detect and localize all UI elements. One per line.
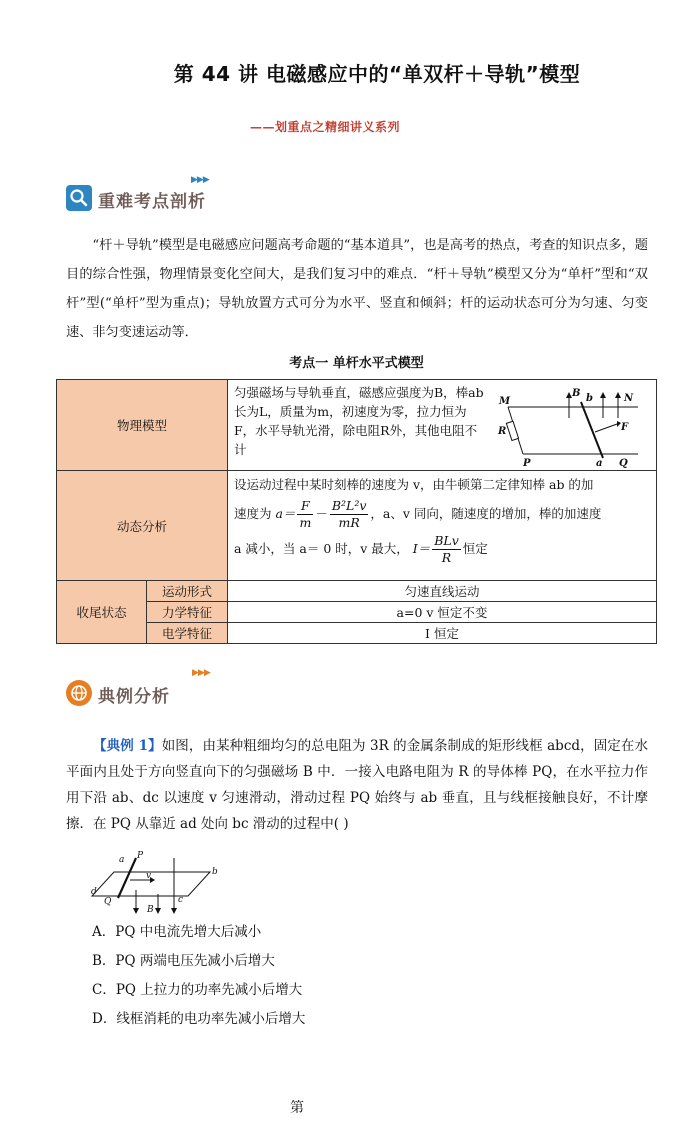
section-banner-label: 典例分析 [98, 687, 170, 707]
frac-den-R: R [441, 550, 452, 565]
frac-den-m: m [299, 515, 312, 530]
sub-value-mechanics: a=0 v 恒定不变 [228, 602, 657, 623]
sub-label-electrical: 电学特征 [147, 623, 228, 644]
fraction-F-m [297, 498, 313, 531]
label-F: F [621, 422, 629, 433]
label-P: P [523, 458, 531, 469]
example-tag: 【典例 1】 [93, 738, 162, 754]
formula-minus: － [315, 506, 328, 521]
frac-num-B2L2v: B²L²v [331, 498, 367, 513]
option-c: C．PQ 上拉力的功率先减小后增大 [92, 982, 303, 998]
dynamic-line-2 [234, 498, 650, 531]
label-Q: Q [619, 458, 628, 469]
arrows-icon: ▶▶▶ [192, 668, 210, 678]
label-M: M [499, 396, 511, 407]
sub-label-mechanics: 力学特征 [147, 602, 228, 623]
page-footer: 第 [290, 1100, 304, 1116]
section-banner-label: 重难考点剖析 [98, 192, 206, 212]
page-subtitle: ——划重点之精细讲义系列 [250, 120, 401, 134]
sub-value-electrical: I 恒定 [228, 623, 657, 644]
frac-num-F: F [297, 498, 313, 515]
dynamic-line-2-suffix: ，a、v 同向，随速度的增加，棒的加速度 [370, 506, 602, 521]
label-a: a [119, 855, 125, 865]
section-banner-example [66, 668, 246, 710]
option-b: B．PQ 两端电压先减小后增大 [92, 953, 275, 969]
label-Q: Q [104, 897, 112, 907]
formula-a: a＝ [275, 506, 296, 521]
frac-den-mR: mR [338, 515, 360, 530]
label-v: v [146, 871, 152, 881]
page-title: 第 44 讲 电磁感应中的“单双杆＋导轨”模型 [173, 62, 581, 86]
frac-num-BLv: BLv [434, 533, 459, 548]
example-1 [66, 733, 648, 837]
label-b: b [586, 393, 593, 404]
sub-label-motion: 运动形式 [147, 581, 228, 602]
dynamic-line-1: 设运动过程中某时刻棒的速度为 v，由牛顿第二定律知棒 ab 的加 [234, 477, 594, 492]
model-table [56, 379, 657, 644]
physical-model-cell [228, 380, 657, 471]
option-d: D．线框消耗的电功率先减小后增大 [92, 1011, 306, 1027]
fraction-BLv-R [432, 533, 461, 566]
section-banner-key-points [66, 175, 246, 215]
wire-frame-diagram [92, 850, 222, 916]
row-label-dynamic-analysis: 动态分析 [57, 471, 228, 581]
row-label-physical-model: 物理模型 [57, 380, 228, 471]
label-B: B [147, 905, 154, 915]
topic-heading: 考点一 单杆水平式模型 [289, 356, 424, 371]
label-B: B [572, 388, 581, 399]
arrows-icon: ▶▶▶ [191, 175, 209, 185]
formula-I: I＝ [412, 541, 431, 556]
search-icon [66, 185, 92, 211]
label-d: d [91, 887, 97, 897]
fraction-B2L2v-mR [330, 498, 369, 531]
intro-paragraph: “杆＋导轨”模型是电磁感应问题高考命题的“基本道具”，也是高考的热点，考查的知识点多，题目的综合性强，物理情景变化空间大，是我们复习中的难点．“杆＋导轨”模型又分为“单杆”型和“双杆”型(“单杆”型为重点)；导轨放置方式可分为水平、竖直和倾斜；杆的运动状态可分为匀速、匀变速、非匀变速运动等． [66, 238, 648, 340]
dynamic-line-3-prefix: a 减小，当 a＝ 0 时，v 最大， [234, 541, 409, 556]
sub-value-motion: 匀速直线运动 [228, 581, 657, 602]
globe-icon [66, 680, 92, 706]
dynamic-line-3-suffix: 恒定 [462, 541, 488, 556]
row-label-final-state: 收尾状态 [57, 581, 147, 644]
label-P: P [137, 851, 144, 861]
example-text: 如图，由某种粗细均匀的总电阻为 3R 的金属条制成的矩形线框 abcd，固定在水平面内且处于方向竖直向下的匀强磁场 B 中．一接入电路电阻为 R 的导体棒 PQ，在水平拉力作用下沿 ab、dc 以速度 v 匀速滑动，滑动过程 PQ 始终与 ab 垂直，且与线框接触良好，不计摩擦．在 PQ 从靠近 ad 处向 bc 滑动的过程中( ) [66, 738, 649, 832]
label-b: b [212, 867, 218, 877]
label-N: N [624, 393, 634, 404]
dynamic-line-3 [234, 533, 650, 566]
option-a: A．PQ 中电流先增大后减小 [92, 924, 262, 940]
options-list [92, 918, 612, 1034]
physical-model-text: 匀强磁场与导轨垂直，磁感应强度为B，棒ab长为L，质量为m，初速度为零，拉力恒为F，水平导轨光滑，除电阻R外，其他电阻不计 [234, 385, 484, 457]
label-c: c [178, 895, 184, 905]
rail-rod-diagram [493, 384, 643, 469]
dynamic-line-2-prefix: 速度为 [234, 506, 272, 521]
label-a: a [596, 458, 603, 469]
label-R: R [498, 426, 507, 437]
dynamic-analysis-cell [228, 471, 657, 581]
